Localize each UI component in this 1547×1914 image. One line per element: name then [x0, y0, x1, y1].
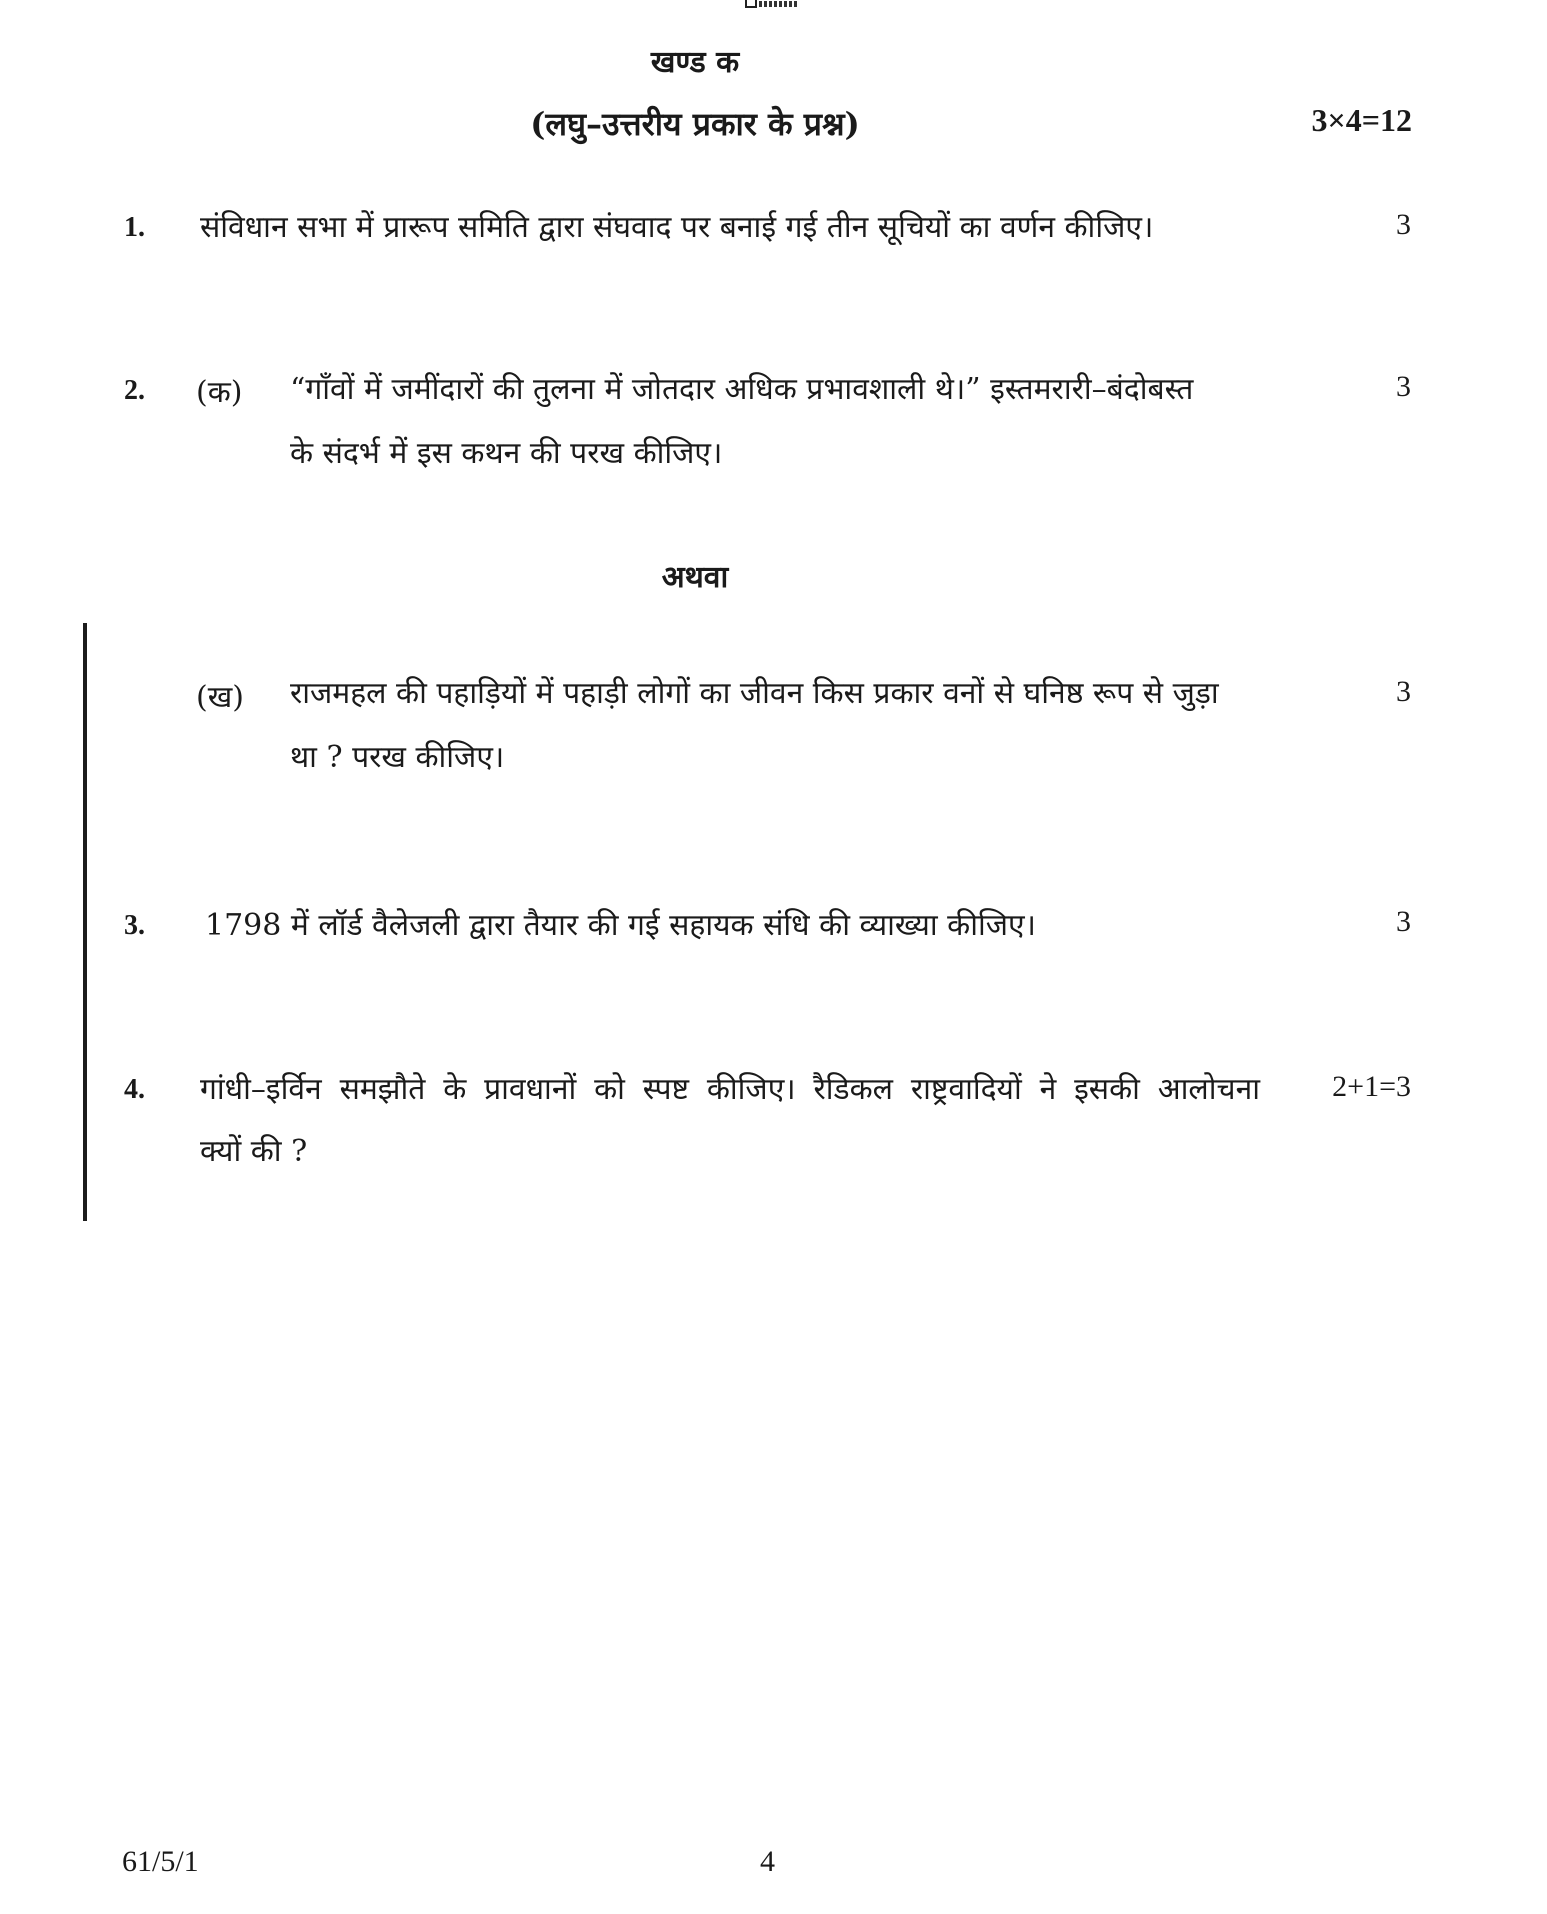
question-text-line: संविधान सभा में प्रारूप समिति द्वारा संघवाद पर बनाई गई तीन सूचियों का वर्णन कीजिए। — [200, 210, 1154, 245]
section-title: खण्ड क — [650, 45, 740, 80]
page-number: 4 — [760, 1845, 775, 1878]
question-marks: 3 — [1396, 370, 1411, 403]
question-number: 4. — [124, 1074, 145, 1105]
question-number: 1. — [124, 212, 145, 243]
question-marks: 3 — [1396, 675, 1411, 708]
question-text-line: 1798 में लॉर्ड वैलेजली द्वारा तैयार की गई सहायक संधि की व्याख्या कीजिए। — [205, 908, 1036, 943]
question-marks: 3 — [1396, 905, 1411, 938]
question-text-line: गांधी–इर्विन समझौते के प्रावधानों को स्पष्ट कीजिए। रैडिकल राष्ट्रवादियों ने इसकी आलोचना — [200, 1072, 1260, 1107]
question-text-line: “गाँवों में जमींदारों की तुलना में जोतदार अधिक प्रभावशाली थे।” इस्तमरारी–बंदोबस्त — [290, 372, 1194, 407]
question-marks: 3 — [1396, 208, 1411, 241]
qr-box-icon — [745, 0, 757, 8]
question-number: 3. — [124, 910, 145, 941]
question-text-line: के संदर्भ में इस कथन की परख कीजिए। — [290, 436, 723, 471]
section-subtitle: (लघु–उत्तरीय प्रकार के प्रश्न) — [530, 105, 860, 143]
qr-code-mark — [745, 0, 800, 10]
question-number: 2. — [124, 375, 145, 406]
question-text-line: था ? परख कीजिए। — [290, 740, 505, 775]
section-total-marks: 3×4=12 — [1311, 102, 1412, 138]
qr-scribble-icon — [759, 1, 797, 7]
question-text-line: राजमहल की पहाड़ियों में पहाड़ी लोगों का जीवन किस प्रकार वनों से घनिष्ठ रूप से जुड़ा — [290, 676, 1219, 711]
question-text-line: क्यों की ? — [200, 1134, 308, 1169]
question-part-label: (क) — [196, 375, 243, 410]
question-part-label: (ख) — [196, 680, 244, 715]
question-marks: 2+1=3 — [1332, 1070, 1411, 1103]
revision-side-bar — [83, 623, 87, 1221]
paper-code: 61/5/1 — [122, 1845, 199, 1878]
or-label: अथवा — [661, 560, 729, 595]
